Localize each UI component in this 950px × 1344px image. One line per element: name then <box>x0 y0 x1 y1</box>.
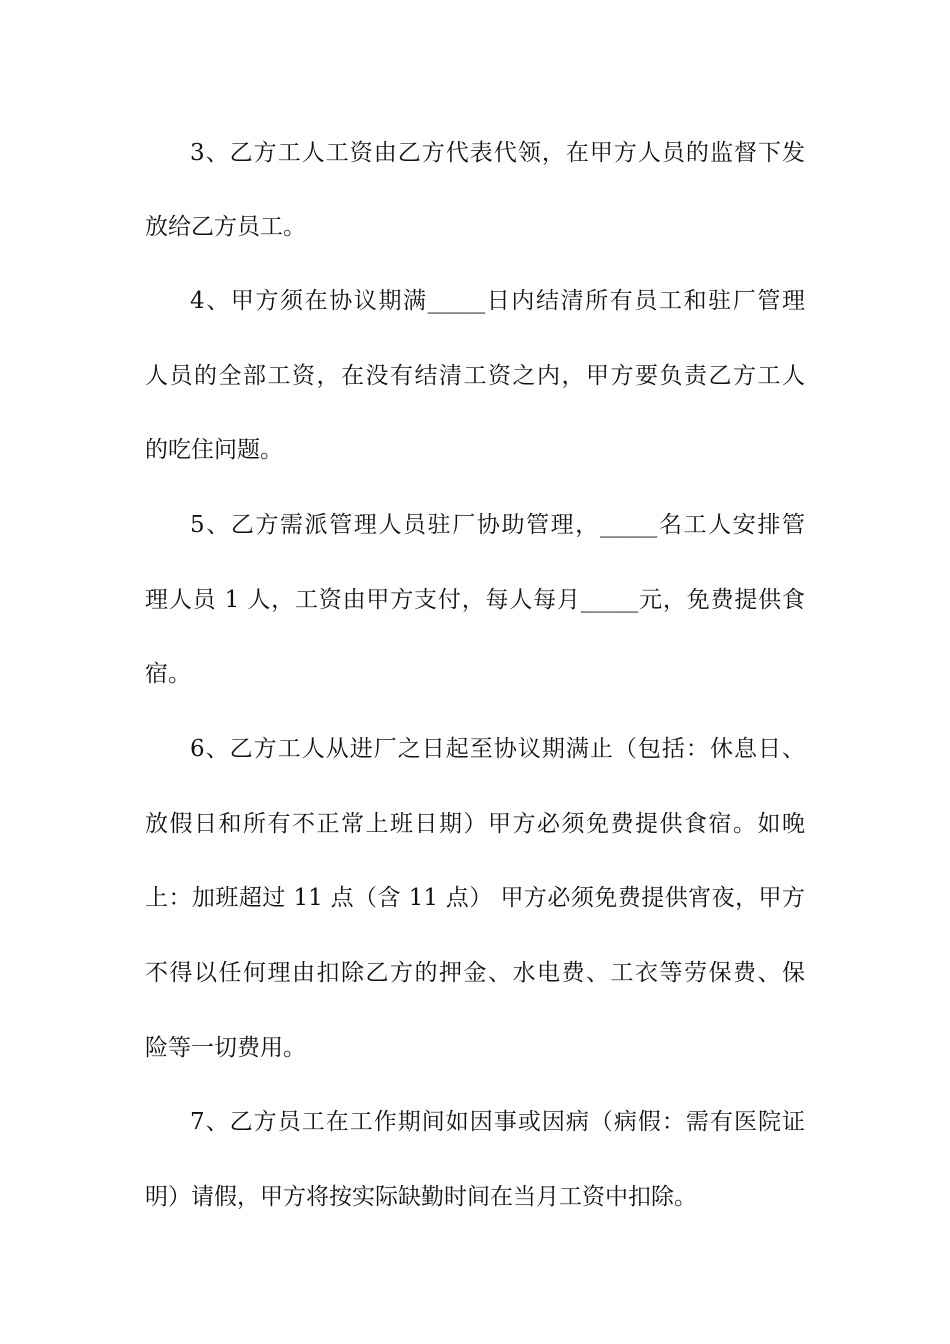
clause-5-line-3: 宿。 <box>145 661 191 687</box>
clause-6-line-2: 放假日和所有不正常上班日期）甲方必须免费提供食宿。如晚 <box>145 811 805 837</box>
clause-4-line-1: 4、甲方须在协议期满_____日内结清所有员工和驻厂管理 <box>190 288 805 314</box>
clause-5-line-1: 5、乙方需派管理人员驻厂协助管理，_____名工人安排管 <box>190 512 805 538</box>
clause-5-line-2: 理人员 1 人，工资由甲方支付，每人每月_____元，免费提供食 <box>145 587 805 613</box>
clause-7-line-2: 明）请假，甲方将按实际缺勤时间在当月工资中扣除。 <box>145 1184 697 1210</box>
clause-6-line-3: 上：加班超过 11 点（含 11 点） 甲方必须免费提供宵夜，甲方 <box>145 885 805 911</box>
clause-6-line-5: 险等一切费用。 <box>145 1035 306 1061</box>
clause-6-line-4: 不得以任何理由扣除乙方的押金、水电费、工衣等劳保费、保 <box>145 960 805 986</box>
clause-4-line-3: 的吃住问题。 <box>145 437 283 463</box>
clause-7-line-1: 7、乙方员工在工作期间如因事或因病（病假：需有医院证 <box>190 1109 805 1135</box>
clause-3-line-2: 放给乙方员工。 <box>145 214 306 240</box>
clause-3-line-1: 3、乙方工人工资由乙方代表代领，在甲方人员的监督下发 <box>190 140 805 166</box>
clause-6-line-1: 6、乙方工人从进厂之日起至协议期满止（包括：休息日、 <box>190 736 805 762</box>
clause-4-line-2: 人员的全部工资，在没有结清工资之内，甲方要负责乙方工人 <box>145 363 805 389</box>
